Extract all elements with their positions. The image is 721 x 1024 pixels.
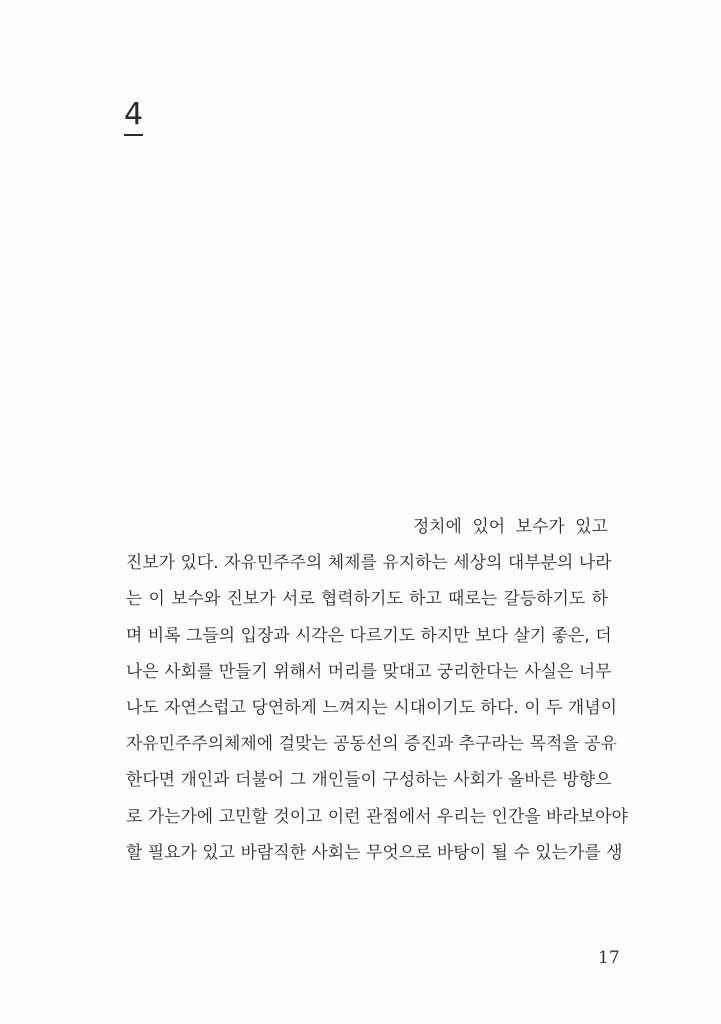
chapter-number: 4 xyxy=(124,100,143,136)
text-line: 나은 사회를 만들기 위해서 머리를 맞대고 궁리한다는 사실은 너무 xyxy=(126,660,612,681)
text-line: 자유민주주의체제에 걸맞는 공동선의 증진과 추구라는 목적을 공유 xyxy=(126,733,618,754)
text-line: 며 비록 그들의 입장과 시각은 다르기도 하지만 보다 살기 좋은, 더 xyxy=(126,624,612,645)
body-text xyxy=(126,508,628,870)
text-line: 나도 자연스럽고 당연하게 느껴지는 시대이기도 하다. 이 두 개념이 xyxy=(126,696,618,717)
text-line: 한다면 개인과 더불어 그 개인들이 구성하는 사회가 올바른 방향으 xyxy=(126,769,612,790)
page-number: 17 xyxy=(598,948,620,968)
text-line: 할 필요가 있고 바람직한 사회는 무엇으로 바탕이 될 수 있는가를 생 xyxy=(126,841,623,862)
text-line: 로 가는가에 고민할 것이고 이런 관점에서 우리는 인간을 바라보아야 xyxy=(126,805,628,826)
text-line: 정치에 있어 보수가 있고 xyxy=(412,516,608,536)
text-line: 는 이 보수와 진보가 서로 협력하기도 하고 때로는 갈등하기도 하 xyxy=(126,588,608,609)
text-line: 진보가 있다. 자유민주주의 체제를 유지하는 세상의 대부분의 나라 xyxy=(126,552,612,573)
